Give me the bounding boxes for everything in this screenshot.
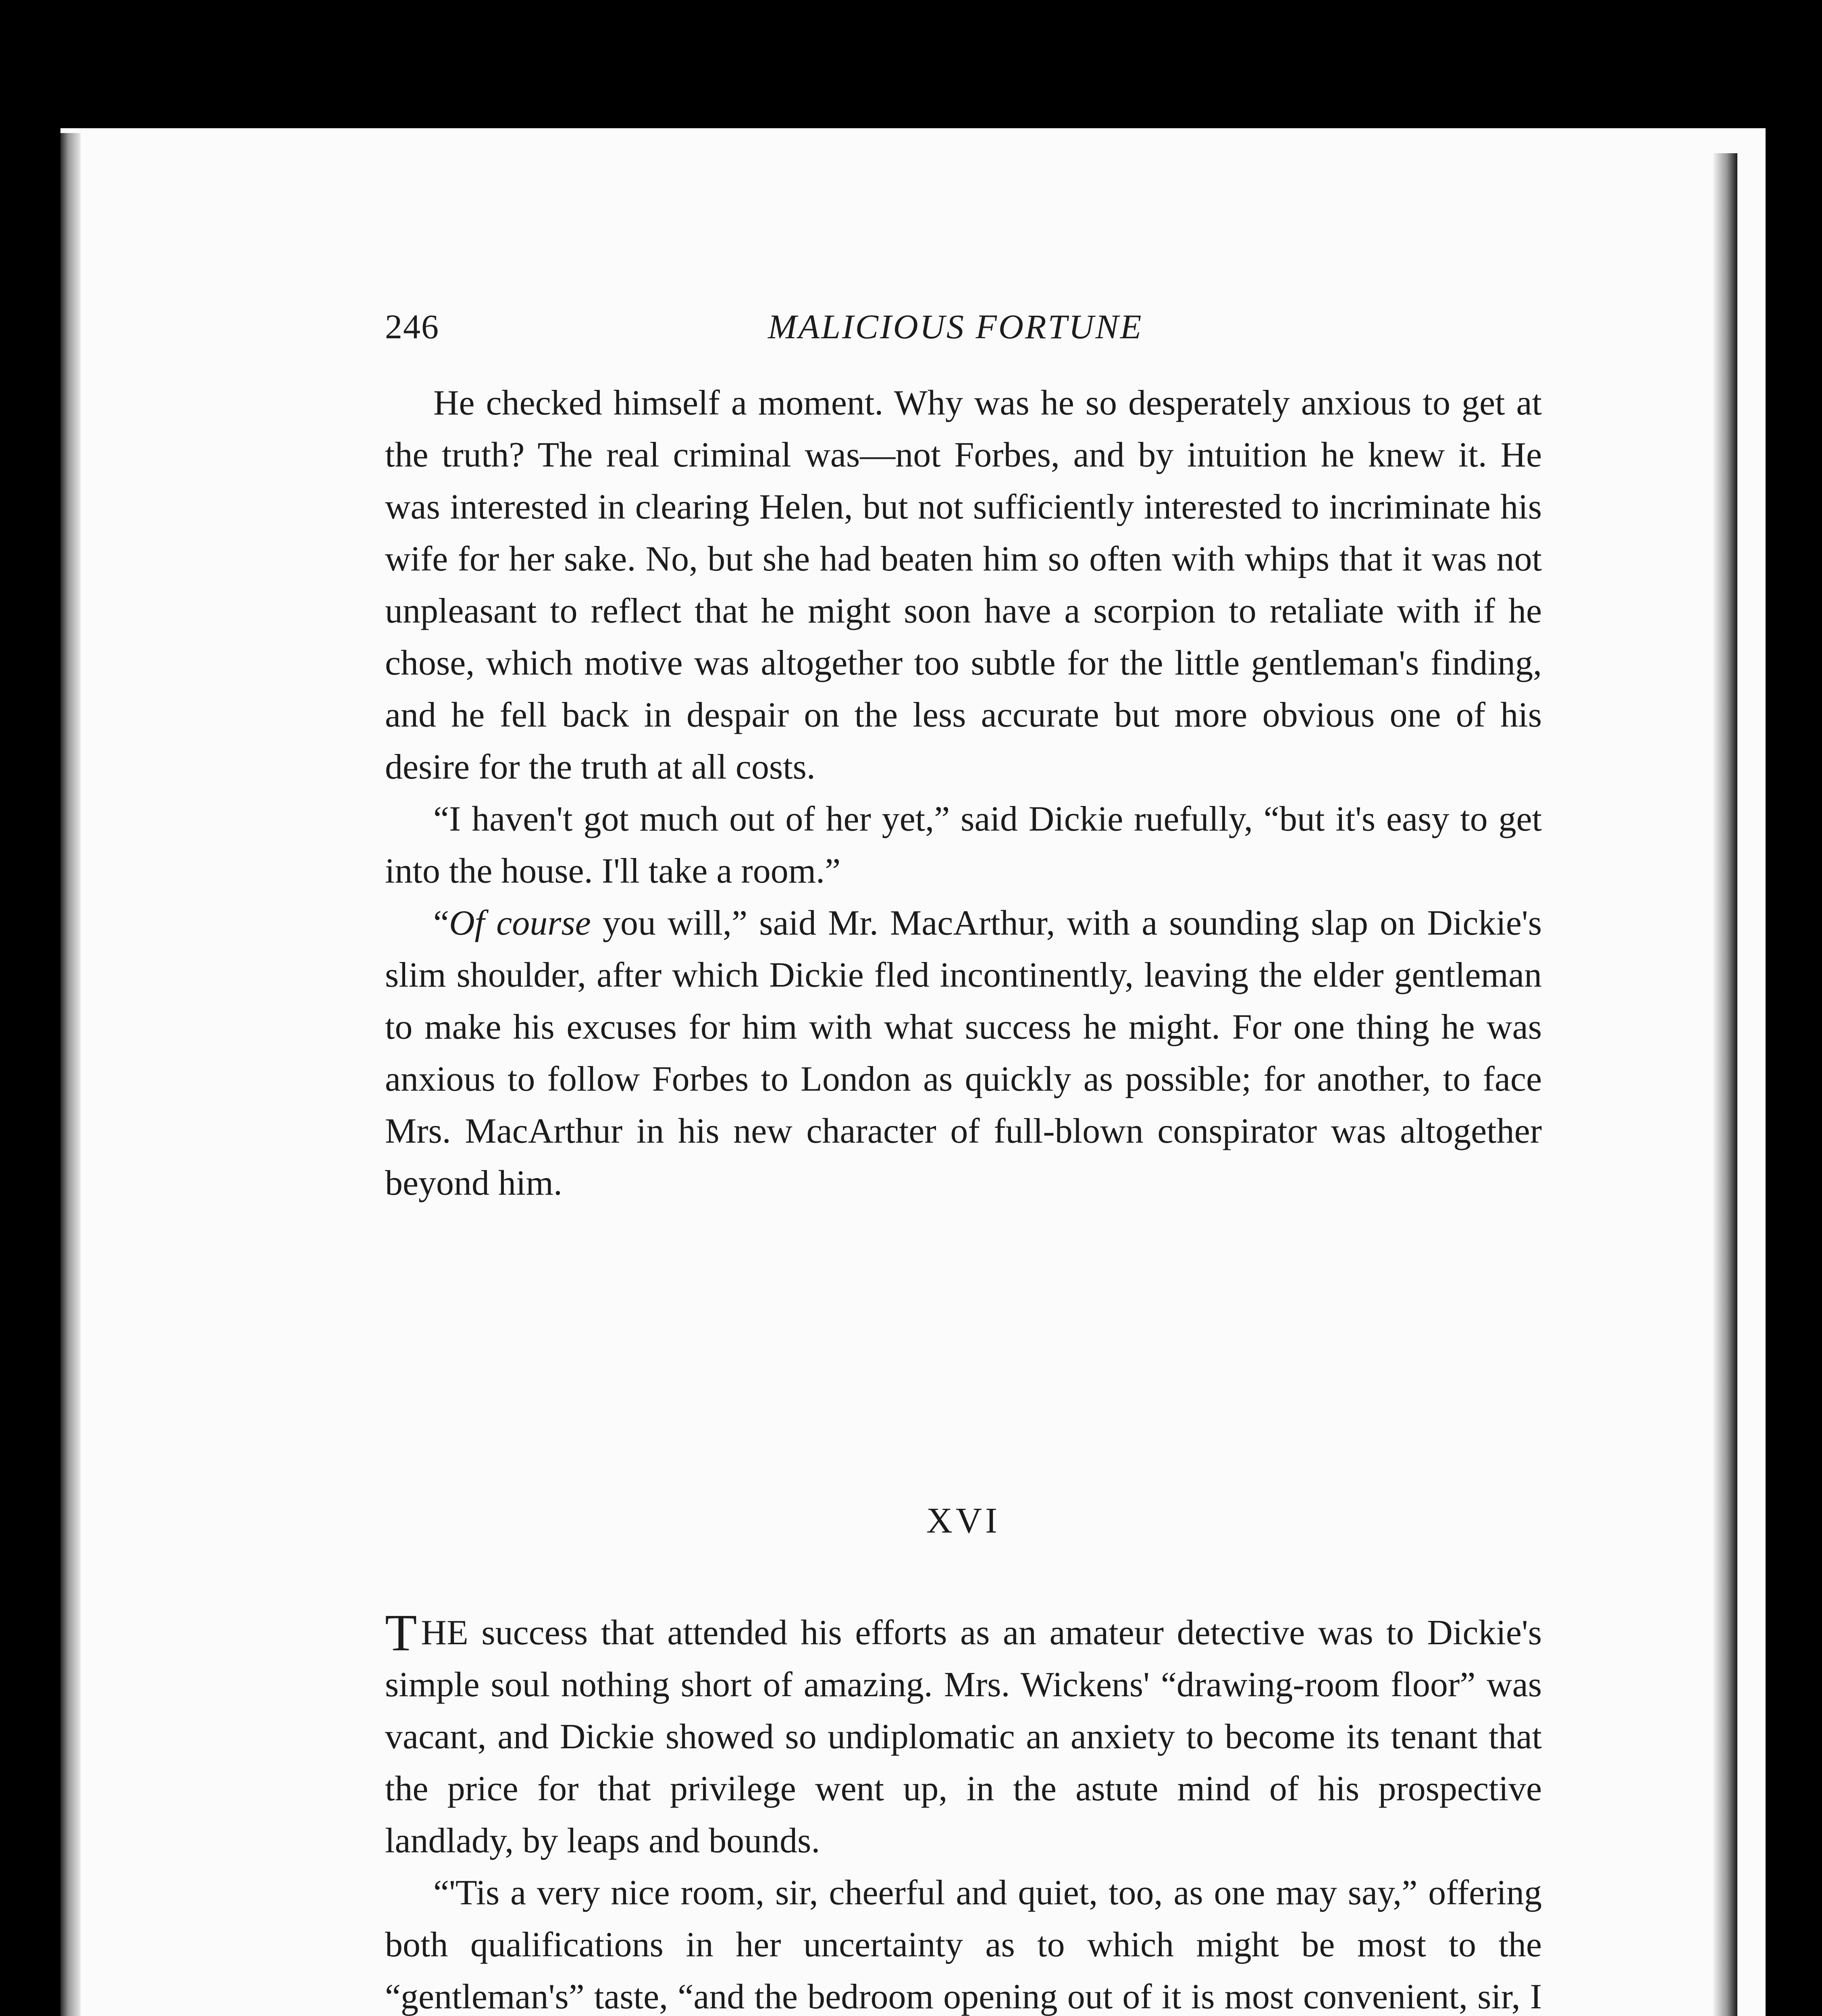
chapter-opening-paragraph bbox=[385, 1604, 1542, 1867]
paragraph bbox=[385, 897, 1542, 1209]
quote-mark: “ bbox=[433, 904, 449, 943]
italic-phrase: Of course bbox=[449, 904, 591, 943]
chapter-heading: XVI bbox=[926, 1501, 1000, 1541]
page-number: 246 bbox=[385, 307, 439, 346]
page-edge bbox=[1713, 153, 1737, 2016]
paragraph: “I haven't got much out of her yet,” said Dickie ruefully, “but it's easy to get into the house. I'll take a room.” bbox=[385, 800, 1542, 891]
chapter-text bbox=[385, 1604, 1542, 2016]
paragraph-rest: you will,” said Mr. MacArthur, with a sounding slap on Dickie's slim shoulder, after which Dickie fled incontinently, leaving the elder gentleman to make his excuses for him with what success he might. For one thing he was anxious to follow Forbes to London as quickly as possible; for another, to face Mrs. MacArthur in his new character of full-blown conspirator was altogether beyond him. bbox=[385, 904, 1542, 1203]
paragraph: He checked himself a moment. Why was he so desperately anxious to get at the truth? The real criminal was—not Forbes, and by intuition he knew it. He was interested in clearing Helen, but not sufficiently interested to incriminate his wife for her sake. No, but she had beaten him so often with whips that it was not unpleasant to reflect that he might soon have a scorpion to retaliate with if he chose, which motive was altogether too subtle for the little gentleman's finding, and he fell back in despair on the less accurate but more obvious one of his desire for the truth at all costs. bbox=[385, 383, 1542, 787]
section-one-text bbox=[385, 377, 1542, 1209]
paragraph: “'Tis a very nice room, sir, cheerful and quiet, too, as one may say,” offering both qualifications in her uncertainty as to which might be most to the “gentleman's” taste, “and the bedroom opening out of it is most convenient, sir, I bbox=[385, 1873, 1542, 2016]
drop-cap: T bbox=[385, 1604, 417, 1662]
binding-edge bbox=[60, 133, 81, 2016]
running-head bbox=[385, 306, 1542, 355]
opening-text: HE success that attended his efforts as an amateur detective was to Dickie's simple soul nothing short of amazing. Mrs. Wickens' “drawing-room floor” was vacant, and Dickie showed so undiplomatic an anxiety to become its tenant that the price for that privilege went up, in the astute mind of his prospective landlady, by leaps and bounds. bbox=[385, 1613, 1542, 1860]
book-title-header: MALICIOUS FORTUNE bbox=[768, 307, 1143, 346]
